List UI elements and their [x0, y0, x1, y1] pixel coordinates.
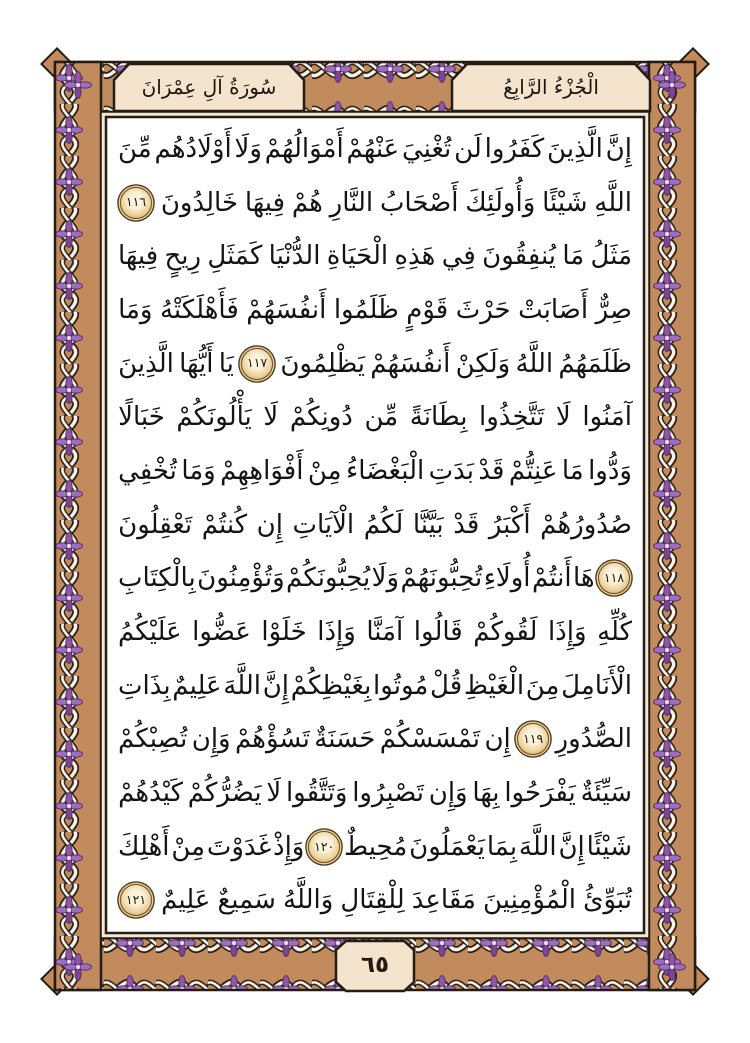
ayah-word: خَلَوْا: [261, 617, 307, 648]
ayah-word: أُولَاءِ: [483, 563, 531, 594]
ayah-word: وَلَا: [234, 133, 262, 164]
ayah-word: تَسُؤْهُمْ: [234, 724, 310, 755]
quran-line-13: [118, 766, 632, 820]
ayah-word: قَدْ: [478, 455, 505, 486]
ayah-word: شَيْئًا: [542, 187, 588, 218]
ayah-word: أَفْوَاهِهِمْ: [220, 455, 304, 486]
ayah-word: فِي: [441, 241, 476, 272]
ayah-marker: ١٢٠: [308, 831, 340, 863]
quran-line-9: [118, 552, 632, 606]
ayah-word: تُحِبُّونَهُمْ: [400, 563, 483, 594]
ayah-word: حَسَنَةٌ: [314, 724, 376, 755]
ayah-word: هَذِهِ: [394, 241, 436, 272]
quran-line-10: [118, 605, 632, 659]
ayah-word: مِنَ: [525, 670, 560, 701]
ayah-word: بِهَا: [472, 778, 500, 809]
ayah-word: إِن: [484, 724, 511, 755]
ayah-word: مُوتُوا: [373, 670, 429, 701]
ayah-word: ظَلَمُوا: [333, 294, 399, 325]
ayah-word: وَإِذَا: [547, 617, 587, 648]
ayah-word: بِذَاتِ: [118, 670, 171, 701]
ayah-word: الدُّنْيَا: [268, 241, 321, 272]
ayah-word: مَقَاعِدَ: [411, 885, 476, 916]
ayah-word: مِّن: [364, 402, 399, 433]
ayah-word: وَإِذَا: [317, 617, 356, 648]
ayah-word: إِن: [256, 509, 283, 540]
ayah-word: اللَّهِ: [594, 187, 632, 218]
quran-line-12: [118, 713, 632, 767]
ayah-word: يَأْلُونَكُمْ: [176, 402, 252, 433]
ayah-word: وَإِن: [428, 778, 468, 809]
ayah-word: يَفْرَحُوا: [504, 778, 576, 809]
ayah-word: عَلِيمٌ: [172, 670, 222, 701]
ayah-word: خَالِدُونَ: [160, 187, 239, 218]
ayah-word: قَدْ: [453, 509, 480, 540]
ayah-word: تُغْنِيَ: [401, 133, 452, 164]
ayah-word: لَن: [454, 133, 482, 164]
quran-text-area: [108, 118, 642, 932]
border-band-right: [649, 62, 695, 990]
ayah-marker: ١٢١: [120, 884, 152, 916]
ayah-word: بَدَتِ: [428, 455, 474, 486]
ayah-word: الصُّدُورِ: [555, 724, 632, 755]
ayah-word: صِرٌّ: [595, 294, 632, 325]
ayah-word: سَيِّئَةٌ: [580, 778, 632, 809]
ayah-word: يُنفِقُونَ: [482, 241, 557, 272]
quran-line-6: [118, 390, 632, 444]
ayah-word: بِطَانَةً: [409, 402, 468, 433]
ayah-word: الَّذِينَ: [118, 348, 174, 379]
ayah-word: لِلْقِتَالِ: [340, 885, 405, 916]
ayah-word: مُحِيطٌ: [344, 831, 408, 862]
ayah-word: دُونِكُمْ: [289, 402, 353, 433]
quran-lines: [118, 122, 632, 927]
ayah-word: إِنَّ: [558, 831, 585, 862]
ayah-word: عَلَيْكُمُ: [118, 617, 182, 648]
quran-line-14: [118, 820, 632, 874]
ayah-word: وَمَا: [118, 294, 153, 325]
ayah-word: قَالُوا: [413, 617, 463, 648]
ayah-word: الْآيَاتِ: [292, 509, 355, 540]
ayah-word: يَا: [218, 348, 234, 379]
ayah-word: تُبَوِّئُ: [583, 885, 632, 916]
ayah-marker: ١١٦: [120, 187, 152, 219]
page-number-value: ٦٥: [360, 952, 390, 978]
ayah-word: عَنِتُّمْ: [508, 455, 558, 486]
ayah-word: كَمَثَلِ: [207, 241, 263, 272]
ayah-word: وَأُولَئِكَ: [465, 187, 536, 218]
ayah-word: إِنَّ: [605, 133, 632, 164]
ayah-word: سَمِيعٌ: [217, 885, 276, 916]
ayah-word: أَيُّهَا: [179, 348, 214, 379]
quran-line-4: [118, 283, 632, 337]
ayah-word: أَهْلِكَ: [118, 831, 170, 862]
ayah-word: بِالْكِتَابِ: [118, 563, 196, 594]
ayah-word: الْغَيْظِ: [463, 670, 525, 701]
ayah-word: فِيهَا: [244, 187, 286, 218]
ayah-word: عَنْهُمْ: [346, 133, 400, 164]
ayah-word: الْأَنَامِلَ: [561, 670, 632, 701]
ayah-word: كَفَرُوا: [484, 133, 545, 164]
ayah-word: النَّارِ: [329, 187, 374, 218]
ayah-word: لَا: [263, 402, 279, 433]
ayah-word: لَا: [555, 402, 571, 433]
ayah-word: اللَّهَ: [518, 831, 557, 862]
ayah-word: أَنفُسَهُمْ: [370, 348, 451, 379]
ayah-word: مَثَلُ: [590, 241, 632, 272]
ayah-word: آمَنُوا: [582, 402, 632, 433]
ayah-word: أَنتُمْ: [531, 563, 572, 594]
ayah-word: وَتَتَّقُوا: [285, 778, 348, 809]
ayah-word: اللَّهَ: [223, 670, 261, 701]
ayah-marker: ١١٨: [598, 562, 630, 594]
ayah-word: كَيْدُهُمْ: [118, 778, 183, 809]
ayah-word: الْمُؤْمِنِينَ: [483, 885, 577, 916]
ayah-word: الْبَغْضَاءُ: [345, 455, 425, 486]
ayah-word: عَلِيمٌ: [161, 885, 211, 916]
surah-header: [114, 64, 304, 110]
ayah-word: لَقُوكُمْ: [473, 617, 538, 648]
ayah-word: هَا: [572, 563, 595, 594]
ayah-word: أَكْبَرُ: [488, 509, 531, 540]
ayah-word: قُلْ: [430, 670, 463, 701]
ayah-word: وَإِن: [191, 724, 231, 755]
ayah-word: وَتُؤْمِنُونَ: [197, 563, 285, 594]
quran-line-1: [118, 122, 632, 176]
juz-label: الْجُزْءُ الرَّابِعُ: [503, 75, 599, 99]
ayah-word: رِيحٍ: [164, 241, 202, 272]
ayah-word: يَظْلِمُونَ: [280, 348, 366, 379]
ayah-word: آمَنَّا: [366, 617, 404, 648]
ayah-word: فَأَهْلَكَتْهُ: [159, 294, 239, 325]
ayah-word: كُلِّهِ: [597, 617, 632, 648]
ayah-word: تَتَّخِذُوا: [479, 402, 545, 433]
ayah-word: تُصِبْكُمْ: [118, 724, 188, 755]
ayah-word: يَضُرُّكُمْ: [187, 778, 262, 809]
ayah-word: كُنتُمْ: [201, 509, 248, 540]
ayah-word: فِيهَا: [118, 241, 159, 272]
quran-line-11: [118, 659, 632, 713]
juz-header: [452, 64, 650, 110]
ayah-word: بِغَيْظِكُمْ: [290, 670, 372, 701]
surah-label: سُورَةُ آلِ عِمْرَانَ: [141, 75, 277, 99]
ayah-word: تُخْفِي: [118, 455, 177, 486]
ayah-word: وَلَكِنْ: [455, 348, 511, 379]
ayah-word: وَاللَّهُ: [283, 885, 334, 916]
ayah-word: وَمَا: [181, 455, 216, 486]
ayah-word: شَيْئًا: [586, 831, 632, 862]
quran-line-8: [118, 498, 632, 552]
ayah-word: مِنْ: [171, 831, 206, 862]
ayah-word: أَوْلَادُهُم: [154, 133, 232, 164]
page-number: [336, 942, 414, 988]
ayah-word: وَإِذْ: [273, 831, 305, 862]
ayah-word: صُدُورُهُمْ: [540, 509, 632, 540]
quran-line-7: [118, 444, 632, 498]
ayah-word: مِنْ: [307, 455, 342, 486]
quran-line-3: [118, 229, 632, 283]
ayah-word: عَضُّوا: [192, 617, 251, 648]
ayah-word: وَلَا: [371, 563, 400, 594]
ayah-word: بَيَّنَّا: [412, 509, 444, 540]
ayah-word: هُمْ: [291, 187, 323, 218]
ayah-marker: ١١٧: [241, 348, 273, 380]
ayah-word: لَكُمُ: [363, 509, 404, 540]
ayah-word: أَصْحَابُ: [379, 187, 459, 218]
ayah-word: الْحَيَاةِ: [326, 241, 389, 272]
ayah-word: ظَلَمَهُمُ: [558, 348, 632, 379]
quran-line-2: [118, 176, 632, 230]
border-band-left: [55, 62, 101, 990]
ayah-word: أَمْوَالُهُمْ: [264, 133, 344, 164]
quran-line-5: [118, 337, 632, 391]
ayah-word: قَوْمٍ: [406, 294, 449, 325]
ayah-word: تَصْبِرُوا: [352, 778, 424, 809]
ayah-word: مِّنَ: [118, 133, 152, 164]
ayah-word: إِنَّ: [262, 670, 290, 701]
ayah-word: اللَّهُ: [515, 348, 554, 379]
ayah-word: مَا: [562, 241, 585, 272]
ayah-marker: ١١٩: [517, 723, 549, 755]
ayah-word: حَرْثَ: [455, 294, 511, 325]
ayah-word: يُحِبُّونَكُمْ: [286, 563, 371, 594]
ayah-word: يَعْمَلُونَ: [409, 831, 486, 862]
ayah-word: بِمَا: [486, 831, 518, 862]
quran-line-15: [118, 874, 632, 928]
ayah-word: وَدُّوا: [588, 455, 632, 486]
ayah-word: الَّذِينَ: [547, 133, 603, 164]
ayah-word: لَا: [266, 778, 282, 809]
ayah-word: غَدَوْتَ: [206, 831, 272, 862]
ayah-word: تَمْسَسْكُمْ: [379, 724, 481, 755]
ayah-word: أَنفُسَهُمْ: [246, 294, 327, 325]
ayah-word: خَبَالًا: [118, 402, 165, 433]
ayah-word: تَعْقِلُونَ: [118, 509, 193, 540]
ayah-word: أَصَابَتْ: [518, 294, 589, 325]
ayah-word: مَا: [561, 455, 584, 486]
